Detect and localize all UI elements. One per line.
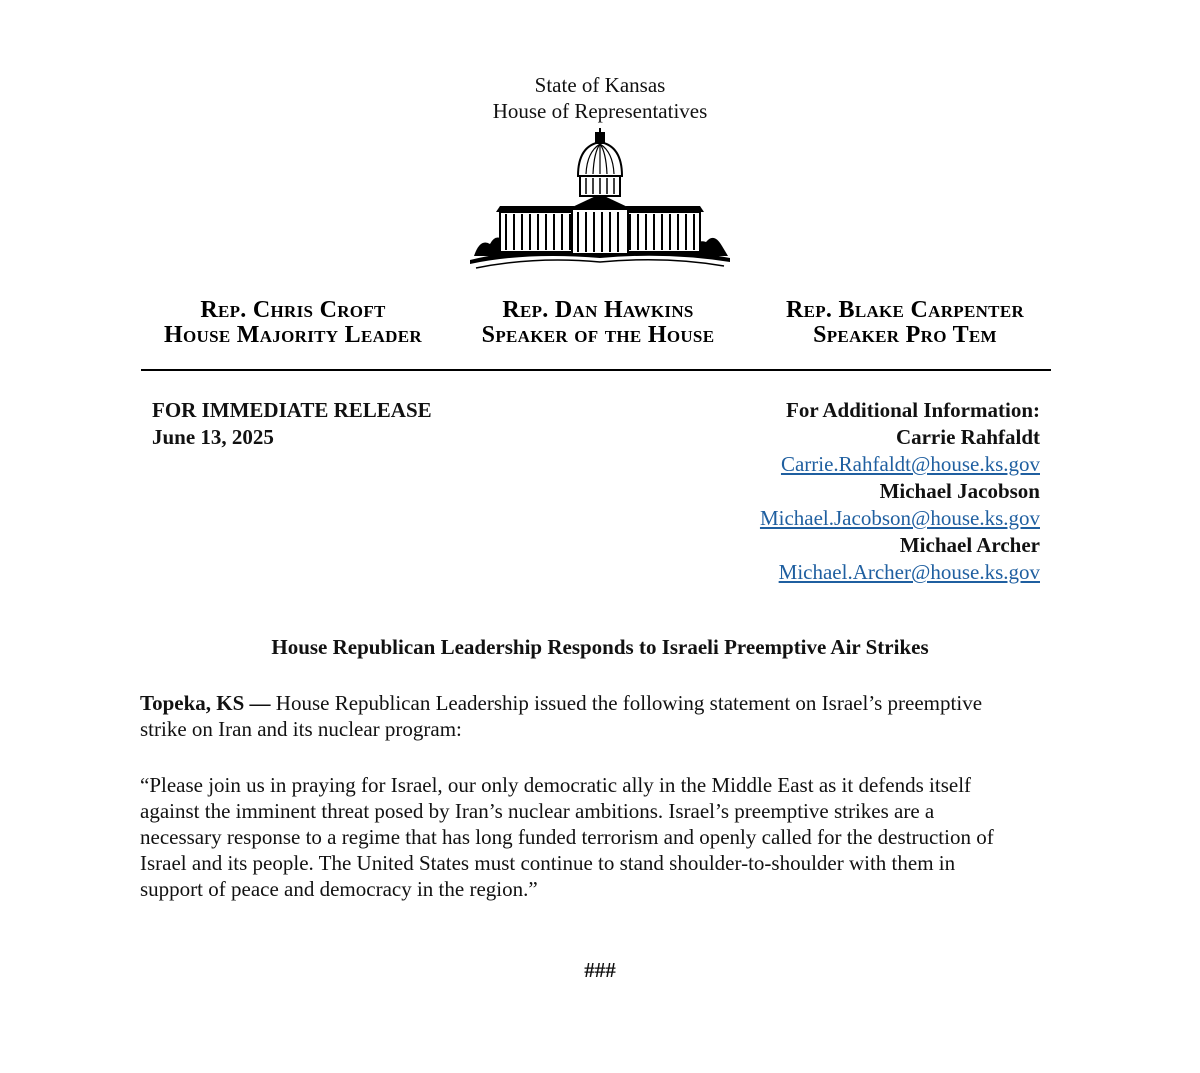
leader-name: Rep. Blake Carpenter	[785, 297, 1025, 323]
intro-paragraph	[140, 690, 995, 742]
header-divider	[141, 369, 1051, 371]
release-info	[152, 397, 432, 451]
leader-croft	[138, 298, 448, 348]
leader-name: Rep. Chris Croft	[200, 297, 386, 323]
intro-text: House Republican Leadership issued the following statement on Israel’s preemptive strike on Iran and its nuclear program:	[140, 691, 983, 741]
leader-title: Speaker of the House	[481, 322, 715, 348]
release-date: June 13, 2025	[152, 425, 274, 449]
leader-title: House Majority Leader	[164, 322, 422, 348]
dateline: Topeka, KS —	[140, 691, 271, 715]
contact-name: Carrie Rahfaldt	[895, 425, 1040, 449]
contact-name: Michael Jacobson	[879, 479, 1040, 503]
contact-label: For Additional Information:	[786, 398, 1040, 422]
quote-paragraph: “Please join us in praying for Israel, our only democratic ally in the Middle East as it defends itself against the imminent threat posed by Iran’s nuclear ambitions. Israel’s preemptive strikes are a necessary response to a regime that has long funded terrorism and openly called for the destruction of Israel and its people. The United States must continue to stand shoulder-to-shoulder with them in support of peace and democracy in the region.”	[140, 773, 994, 901]
contact-email-link[interactable]: Carrie.Rahfaldt@house.ks.gov	[780, 452, 1040, 476]
headline: House Republican Leadership Responds to Israeli Preemptive Air Strikes	[271, 635, 929, 659]
leader-title: Speaker Pro Tem	[813, 322, 997, 348]
contact-email-link[interactable]: Michael.Archer@house.ks.gov	[778, 560, 1040, 584]
state-name: State of Kansas	[534, 73, 666, 97]
leader-name: Rep. Dan Hawkins	[502, 297, 694, 323]
contact-info	[760, 397, 1040, 586]
leader-hawkins	[448, 298, 748, 348]
capitol-building-icon	[466, 128, 734, 276]
letterhead	[400, 72, 800, 124]
chamber-name: House of Representatives	[492, 99, 708, 123]
end-mark: ###	[584, 958, 616, 982]
contact-name: Michael Archer	[899, 533, 1040, 557]
leader-carpenter	[755, 298, 1055, 348]
contact-email-link[interactable]: Michael.Jacobson@house.ks.gov	[759, 506, 1040, 530]
release-label: FOR IMMEDIATE RELEASE	[152, 398, 432, 422]
